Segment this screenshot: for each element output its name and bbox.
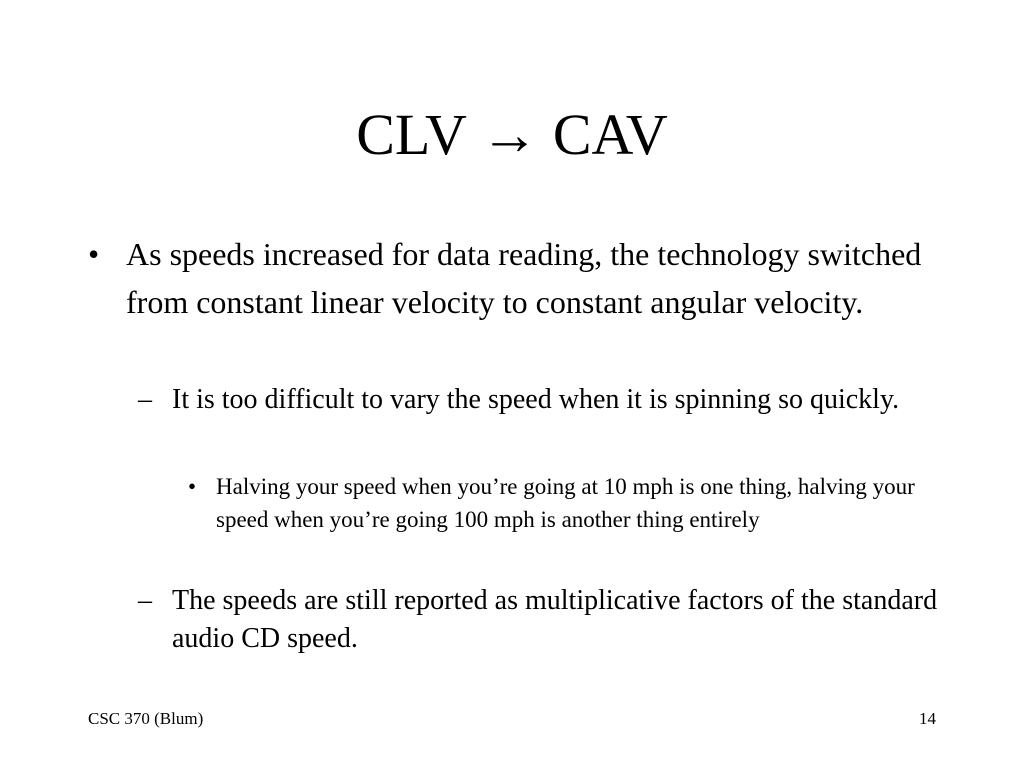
sub-bullet-level-3	[188, 470, 948, 536]
bullet-text: As speeds increased for data reading, the technology switched from constant linear velocity to constant angular velocity.	[126, 236, 922, 320]
footer-course: CSC 370 (Blum)	[88, 709, 204, 728]
sub-bullet-level-2	[138, 381, 938, 419]
bullet-dot-icon: •	[88, 236, 100, 272]
dash-icon: –	[138, 585, 152, 616]
sub-bullet-text: The speeds are still reported as multiplicative factors of the standard audio CD speed.	[172, 585, 938, 654]
slide-title: CLV → CAV	[356, 102, 668, 167]
bullet-dot-icon: •	[188, 474, 197, 499]
dash-icon: –	[138, 384, 152, 415]
sub-sub-bullet-text: Halving your speed when you’re going at 10 mph is one thing, halving your speed when you’re going 100 mph is another thing entirely	[216, 474, 915, 532]
sub-bullet-level-2	[138, 582, 938, 658]
footer-page-number: 14	[919, 709, 936, 728]
bullet-level-1	[88, 230, 948, 326]
sub-bullet-text: It is too difficult to vary the speed when it is spinning so quickly.	[172, 384, 900, 415]
